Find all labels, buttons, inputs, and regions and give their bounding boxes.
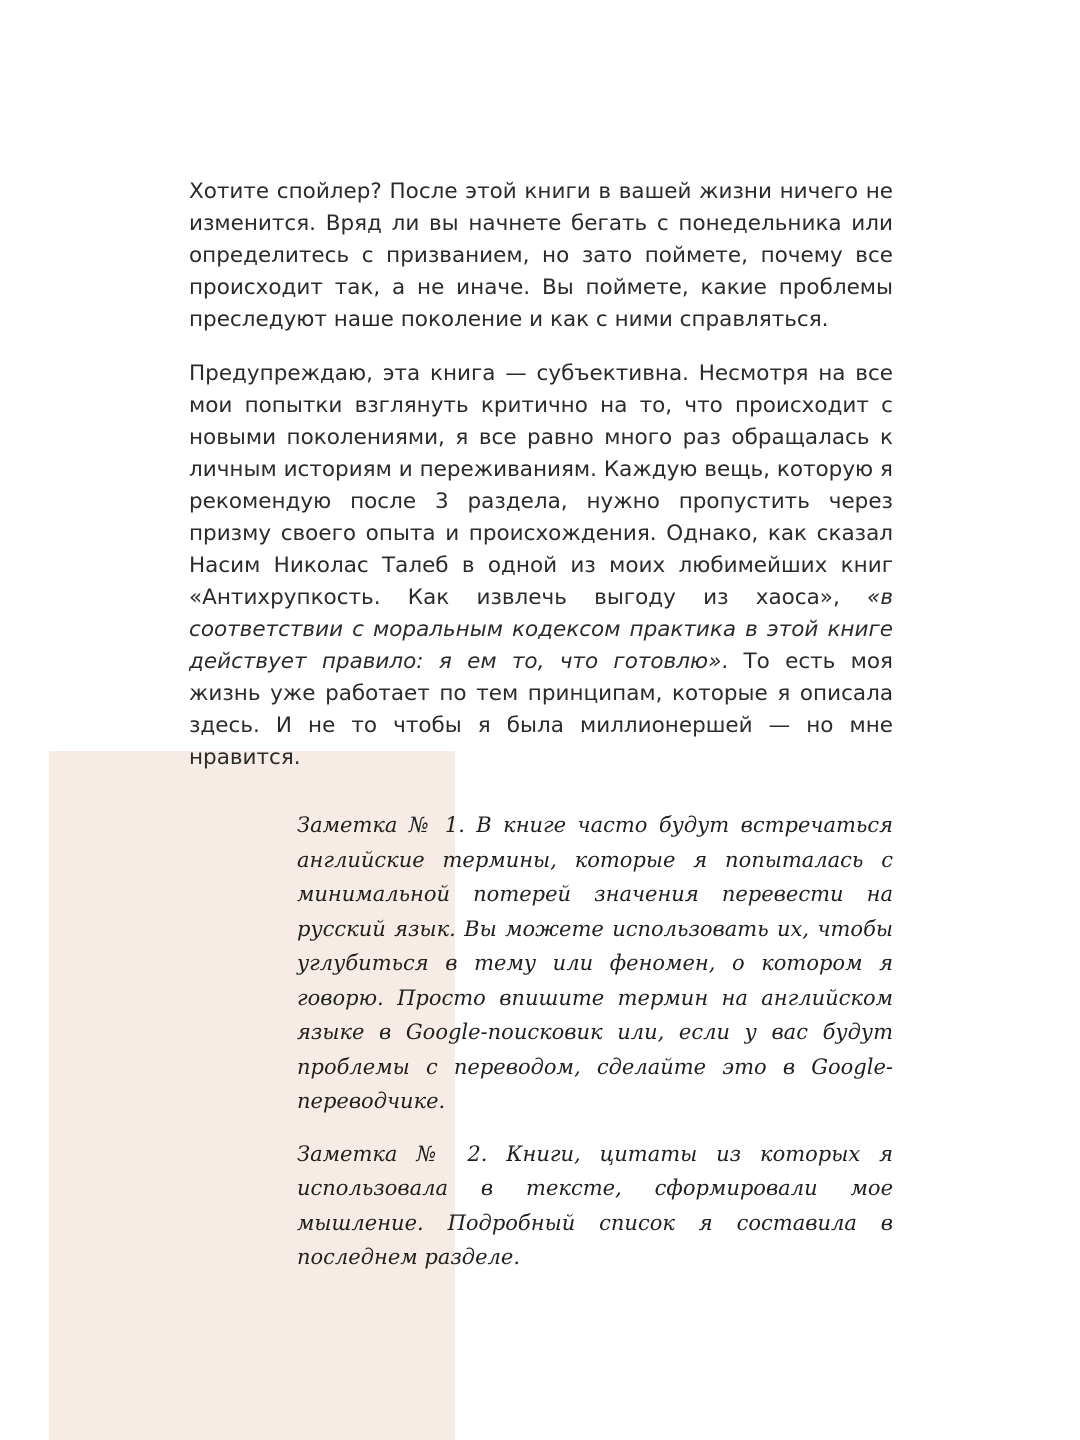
notes-block bbox=[297, 808, 893, 1293]
intro-paragraph-2-start: Предупреждаю, эта книга — субъективна. Несмотря на все мои попытки взглянуть критично на то, что происходит с новыми поколениями, я все равно много раз обращалась к личным историям и переживаниям. Каждую вещь, которую я рекомендую после 3 раздела, нужно пропустить через призму своего опыта и происхождения. Однако, как сказал Насим Николас Талеб в одной из моих любимейших книг «Антихрупкость. Как извлечь выгоду из хаоса», bbox=[189, 361, 893, 610]
intro-paragraph-2-end: . То есть моя жизнь уже работает по тем принципам, которые я описала здесь. И не то чтобы я была миллионершей — но мне нравится. bbox=[189, 649, 893, 770]
intro-paragraph-2 bbox=[189, 358, 893, 774]
note-1: Заметка № 1. В книге часто будут встречаться английские термины, которые я попыталась с минимальной потерей значения перевести на русский язык. Вы можете использовать их, чтобы углубиться в тему или феномен, о котором я говорю. Просто впишите термин на английском языке в Google-поисковик или, если у вас будут проблемы с переводом, сделайте это в Google-переводчике. bbox=[297, 813, 893, 1113]
intro-quote: «в соответствии с моральным кодексом практика в этой книге действует правило: я ем то, что готовлю» bbox=[189, 585, 893, 674]
intro-text bbox=[189, 176, 893, 796]
intro-paragraph-1: Хотите спойлер? После этой книги в вашей жизни ничего не изменится. Вряд ли вы начнете бегать с понедельника или определитесь с призванием, но зато поймете, почему все происходит так, а не иначе. Вы поймете, какие проблемы преследуют наше поколение и как с ними справляться. bbox=[189, 179, 893, 332]
note-2: Заметка № 2. Книги, цитаты из которых я использовала в тексте, сформировали мое мышление. Подробный список я составила в последнем разделе. bbox=[297, 1141, 893, 1269]
